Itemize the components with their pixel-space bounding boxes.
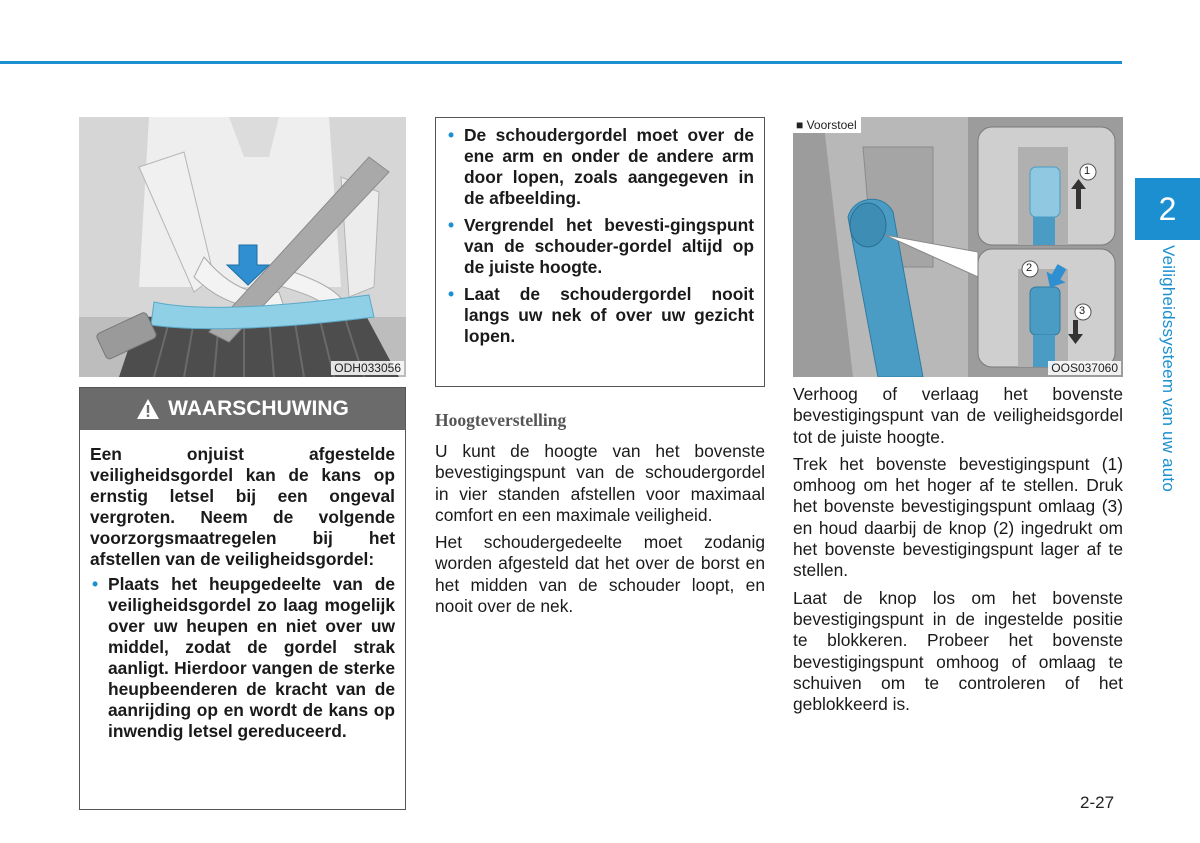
note-box — [435, 117, 765, 387]
chapter-number-tab[interactable] — [1135, 178, 1200, 240]
right-paragraph: Trek het bovenste bevestigingspunt (1) omhoog om het hoger af te stellen. Druk het bovenste bevestigingspunt omlaag (3) en houd daarbij de knop (2) ingedrukt om het bovenste bevestigingspunt lager af te stellen. — [793, 453, 1123, 581]
chapter-number: 2 — [1158, 190, 1177, 227]
warning-box — [79, 387, 406, 810]
figure-code: ODH033056 — [331, 361, 404, 375]
figure-label: ■ Voorstoel — [793, 117, 861, 133]
right-paragraph: Verhoog of verlaag het bovenste bevestigingspunt van de veiligheidsgordel tot de juiste hoogte. — [793, 384, 1123, 447]
right-paragraph: Laat de knop los om het bovenste bevestigingspunt in de ingestelde positie te blokkeren. Probeer het bovenste bevestigingspunt omhoog of omlaag te schuiven om te controleren of het geblokkeerd is. — [793, 587, 1123, 715]
lap-belt-drawing — [79, 117, 406, 377]
top-rule — [0, 61, 1122, 64]
callout-3: 3 — [1079, 305, 1086, 317]
height-adjuster-drawing — [793, 117, 1123, 377]
chapter-title: Veiligheidssysteem van uw auto — [1159, 245, 1178, 492]
warning-header — [80, 388, 405, 430]
warning-title: WAARSCHUWING — [168, 397, 349, 420]
right-column-body — [793, 384, 1123, 721]
note-bullet: • De schoudergordel moet over de ene arm en onder de andere arm door lopen, zoals aangegeven in de afbeelding. — [446, 125, 754, 209]
section-body — [435, 441, 765, 623]
section-title: Hoogteverstelling — [435, 410, 567, 430]
note-bullet: • Vergrendel het bevesti-gingspunt van de schouder-gordel altijd op de juiste hoogte. — [446, 215, 754, 278]
warning-body — [80, 430, 405, 742]
note-bullets — [446, 125, 754, 347]
section-paragraph: Het schoudergedeelte moet zodanig worden afgesteld dat het over de borst en het midden van de schouder loopt, en nooit over de nek. — [435, 532, 765, 617]
warning-bullet: • Plaats het heupgedeelte van de veiligheidsgordel zo laag mogelijk over uw heupen en niet over uw middel, zodat de gordel strak aanligt. Hierdoor vangen de sterke heupbeenderen de kracht van de aanrijding op en wordt de kans op inwendig letsel gereduceerd. — [90, 574, 395, 742]
seatbelt-lap-illustration — [79, 117, 406, 377]
callout-1: 1 — [1084, 165, 1091, 177]
height-adjuster-illustration — [793, 117, 1123, 377]
callout-2: 2 — [1026, 262, 1033, 274]
figure-code: OOS037060 — [1048, 361, 1121, 375]
warning-icon — [136, 398, 160, 420]
page-number: 2-27 — [1080, 793, 1115, 812]
note-bullet: • Laat de schoudergordel nooit langs uw nek of over uw gezicht lopen. — [446, 284, 754, 347]
warning-intro: Een onjuist afgestelde veiligheidsgordel kan de kans op ernstig letsel bij een ongeval vergroten. Neem de volgende voorzorgsmaatregelen bij het afstellen van de veiligheidsgordel: — [90, 444, 395, 569]
chapter-title-side — [1150, 245, 1186, 510]
warning-bullets — [90, 574, 395, 742]
section-paragraph: U kunt de hoogte van het bovenste bevestigingspunt van de schoudergordel in vier standen afstellen voor maximaal comfort en een maximale veiligheid. — [435, 441, 765, 525]
